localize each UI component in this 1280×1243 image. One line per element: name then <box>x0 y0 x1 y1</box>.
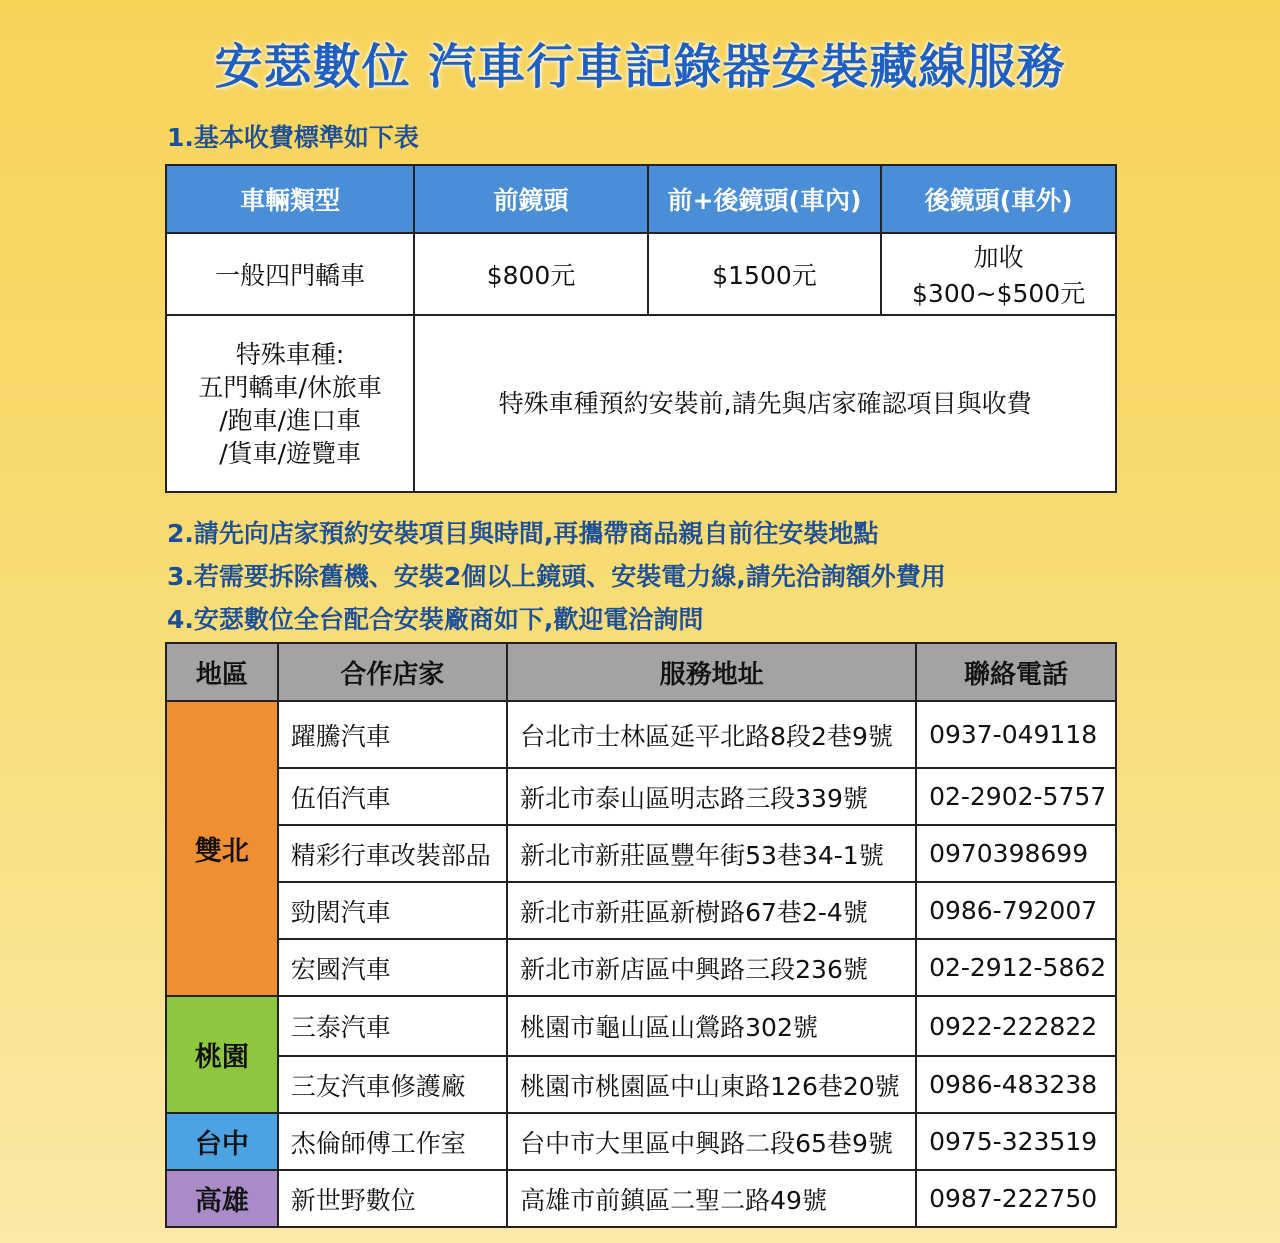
store-address: 新北市泰山區明志路三段339號 <box>507 768 916 825</box>
header-address: 服務地址 <box>507 643 916 701</box>
store-phone: 02-2902-5757 <box>916 768 1116 825</box>
table-row <box>166 996 1116 1056</box>
pricing-row-special <box>166 315 1116 492</box>
table-row <box>166 1113 1116 1170</box>
store-address: 台中市大里區中興路二段65巷9號 <box>507 1113 916 1170</box>
store-name: 杰倫師傅工作室 <box>278 1113 507 1170</box>
region-taichung: 台中 <box>166 1113 278 1170</box>
store-address: 新北市新店區中興路三段236號 <box>507 939 916 996</box>
section-booking-note: 2.請先向店家預約安裝項目與時間,再攜帶商品親自前往安裝地點 <box>167 519 879 548</box>
store-phone: 0937-049118 <box>916 701 1116 768</box>
pricing-row-sedan <box>166 233 1116 315</box>
sedan-front-price: $800元 <box>414 233 647 315</box>
store-name: 宏國汽車 <box>278 939 507 996</box>
store-phone: 0986-483238 <box>916 1056 1116 1113</box>
sedan-front-rear-price: $1500元 <box>648 233 882 315</box>
header-vehicle-type: 車輛類型 <box>166 165 414 233</box>
store-name: 三泰汽車 <box>278 996 507 1056</box>
store-name: 躍騰汽車 <box>278 701 507 768</box>
store-phone: 0986-792007 <box>916 882 1116 939</box>
store-address: 高雄市前鎮區二聖二路49號 <box>507 1170 916 1227</box>
special-type-line: /跑車/進口車 <box>219 405 362 435</box>
table-row <box>166 825 1116 882</box>
table-row <box>166 768 1116 825</box>
rear-price-line1: 加收 <box>973 243 1024 272</box>
table-row <box>166 1170 1116 1227</box>
special-type-line: /貨車/遊覽車 <box>219 438 362 468</box>
store-name: 新世野數位 <box>278 1170 507 1227</box>
header-region: 地區 <box>166 643 278 701</box>
store-address: 桃園市桃園區中山東路126巷20號 <box>507 1056 916 1113</box>
partner-stores-table <box>165 642 1117 1228</box>
store-phone: 0975-323519 <box>916 1113 1116 1170</box>
region-kaohsiung: 高雄 <box>166 1170 278 1227</box>
stores-header-row <box>166 643 1116 701</box>
section-extra-fee-note: 3.若需要拆除舊機、安裝2個以上鏡頭、安裝電力線,請先洽詢額外費用 <box>167 562 946 591</box>
special-type-line: 特殊車種: <box>235 339 345 369</box>
header-front-camera: 前鏡頭 <box>414 165 647 233</box>
pricing-table <box>165 164 1117 493</box>
header-phone: 聯絡電話 <box>916 643 1116 701</box>
store-phone: 0922-222822 <box>916 996 1116 1056</box>
page-title: 安瑟數位 汽車行車記錄器安裝藏線服務 <box>214 39 1066 95</box>
region-taoyuan: 桃園 <box>166 996 278 1113</box>
special-vehicle-types <box>166 315 414 492</box>
table-row <box>166 939 1116 996</box>
store-phone: 02-2912-5862 <box>916 939 1116 996</box>
store-name: 勁閎汽車 <box>278 882 507 939</box>
store-name: 三友汽車修護廠 <box>278 1056 507 1113</box>
header-store: 合作店家 <box>278 643 507 701</box>
store-address: 台北市士林區延平北路8段2巷9號 <box>507 701 916 768</box>
store-name: 伍佰汽車 <box>278 768 507 825</box>
section-partner-heading: 4.安瑟數位全台配合安裝廠商如下,歡迎電洽詢問 <box>167 605 704 634</box>
rear-price-line2: $300~$500元 <box>912 279 1086 308</box>
region-north: 雙北 <box>166 701 278 996</box>
store-address: 新北市新莊區豐年街53巷34-1號 <box>507 825 916 882</box>
pricing-header-row <box>166 165 1116 233</box>
table-row <box>166 1056 1116 1113</box>
store-phone: 0987-222750 <box>916 1170 1116 1227</box>
store-address: 新北市新莊區新樹路67巷2-4號 <box>507 882 916 939</box>
special-type-line: 五門轎車/休旅車 <box>198 372 382 402</box>
special-vehicle-note: 特殊車種預約安裝前,請先與店家確認項目與收費 <box>414 315 1116 492</box>
table-row <box>166 701 1116 768</box>
sedan-rear-price <box>881 233 1116 315</box>
store-address: 桃園市龜山區山鶯路302號 <box>507 996 916 1056</box>
header-front-rear-camera: 前+後鏡頭(車內) <box>648 165 882 233</box>
header-rear-camera-exterior: 後鏡頭(車外) <box>881 165 1116 233</box>
sedan-type: 一般四門轎車 <box>166 233 414 315</box>
table-row <box>166 882 1116 939</box>
section-pricing-heading: 1.基本收費標準如下表 <box>167 123 419 152</box>
store-name: 精彩行車改裝部品 <box>278 825 507 882</box>
store-phone: 0970398699 <box>916 825 1116 882</box>
